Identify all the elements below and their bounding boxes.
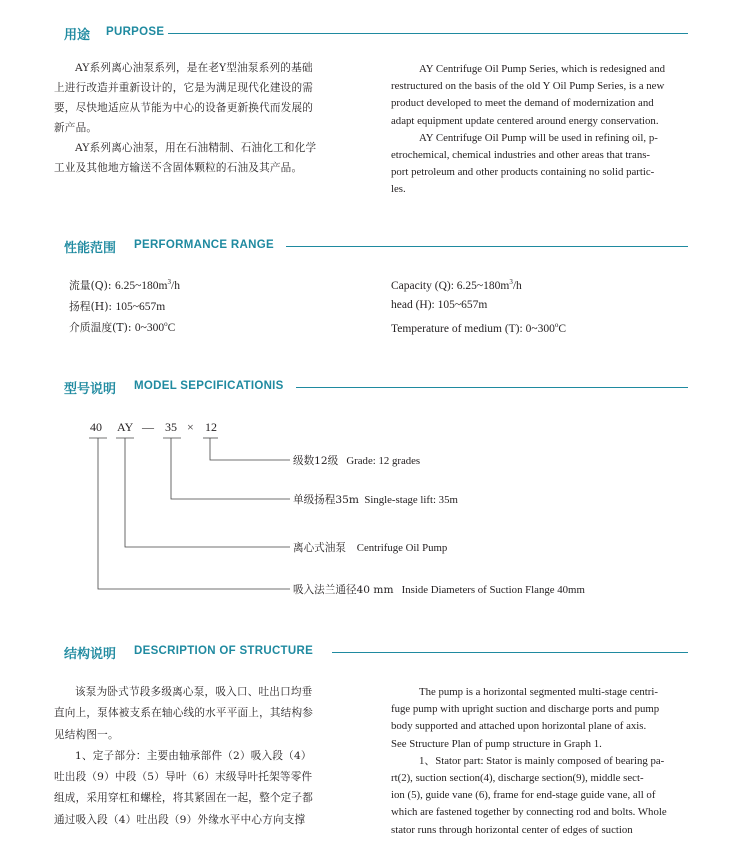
structure-en-line: body supported and attached upon horizontal plane of axis. (391, 720, 647, 733)
model-code-part: — (142, 420, 154, 434)
model-code-part: AY (117, 420, 134, 434)
performance-heading-en: PERFORMANCE RANGE (134, 239, 274, 251)
structure-en-paragraph (391, 684, 691, 839)
purpose-en-line: product developed to meet the demand of modernization and (391, 97, 654, 110)
structure-rule (332, 652, 688, 653)
model-label-flange: 吸入法兰通径40 mm Inside Diameters of Suction Flange 40mm (293, 584, 585, 596)
structure-en-line: stator runs through horizontal center of edges of suction (391, 823, 633, 836)
performance-zh-head: 扬程(H): 105~657m (69, 300, 166, 313)
structure-zh-line: 直向上，泵体被支系在轴心线的水平平面上，其结构参 (54, 707, 314, 720)
performance-en-capacity: Capacity (Q): $6.25\sim 180m^3/h$ (391, 278, 522, 292)
purpose-en-line: etrochemical, chemical industries and other areas that trans- (391, 149, 651, 162)
purpose-heading-en: PURPOSE (106, 26, 165, 38)
structure-en-line: 1、Stator part: Stator is mainly composed of bearing pa- (419, 754, 665, 767)
structure-zh-paragraph (54, 682, 354, 831)
performance-zh-capacity: 流量(Q): $6.25\sim 180m^3/h$ (69, 278, 180, 292)
performance-en-temperature: Temperature of medium (T): 0~300$^o$C (391, 321, 566, 335)
model-label-pump: 离心式油泵 Centrifuge Oil Pump (293, 542, 448, 554)
structure-zh-line: 组成，采用穿杠和螺栓，将其紧固在一起，整个定子都 (54, 792, 314, 805)
structure-en-line: See Structure Plan of pump structure in Graph 1. (391, 737, 602, 750)
model-code-part: 40 (90, 420, 102, 434)
purpose-zh-line: AY系列离心油泵系列，是在老Y型油泵系列的基础 (75, 62, 313, 74)
performance-zh-temperature: 介质温度(T): 0~300$^o$C (69, 320, 176, 334)
structure-zh-line: 1、定子部分：主要由轴承部件（2）吸入段（4） (75, 749, 312, 762)
model-code-part: 35 (165, 420, 177, 434)
model-heading-zh: 型号说明 (64, 382, 117, 397)
model-label-grade: 级数12级 Grade: 12 grades (293, 455, 421, 467)
purpose-en-line: AY Centrifuge Oil Pump Series, which is redesigned and (419, 63, 665, 75)
purpose-en-line: port petroleum and other products containing no solid partic- (391, 166, 655, 179)
structure-heading-zh: 结构说明 (64, 647, 117, 662)
model-label-lift: 单级扬程35m Single-stage lift: 35m (293, 494, 458, 506)
structure-zh-line: 通过吸入段（4）吐出段（9）外缘水平中心方向支撑 (54, 813, 306, 826)
model-code-part: × (187, 420, 194, 434)
purpose-en-line: restructured on the basis of the old Y Oil Pump Series, is a new (391, 80, 665, 93)
structure-en-line: rt(2), suction section(4), discharge section(9), middle sect- (391, 772, 644, 785)
model-heading-en: MODEL SEPCIFICATIONIS (134, 380, 284, 392)
purpose-en-line: les. (391, 183, 406, 196)
performance-heading-zh: 性能范围 (64, 241, 117, 256)
purpose-en-line: AY Centrifuge Oil Pump will be used in refining oil, p- (419, 131, 658, 144)
structure-zh-line: 吐出段（9）中段（5）导叶（6）末级导叶托架等零件 (54, 771, 313, 784)
structure-zh-line: 见结构图一。 (54, 728, 119, 741)
purpose-zh-line: 新产品。 (54, 122, 98, 134)
purpose-en-line: adapt equipment update centered around energy conservation. (391, 114, 659, 127)
purpose-zh-line: 工业及其他地方输送不含固体颗粒的石油及其产品。 (54, 162, 303, 174)
structure-zh-line: 该泵为卧式节段多级离心泵，吸入口、吐出口均垂 (75, 686, 313, 698)
section-header-structure (64, 643, 688, 663)
purpose-heading-zh: 用途 (64, 28, 91, 43)
model-code-part: 12 (205, 420, 217, 434)
purpose-zh-line: 要，尽快地适应从节能为中心的设备更新换代而发展的 (54, 102, 314, 114)
structure-en-line: The pump is a horizontal segmented multi-stage centri- (419, 686, 658, 698)
structure-en-line: fuge pump with upright suction and discharge ports and pump (391, 703, 660, 716)
purpose-zh-line: 上进行改造并重新设计的，它是为满足现代化建设的需 (54, 82, 314, 94)
structure-en-line: which are fastened together by connecting rod and bolts. Whole (391, 806, 667, 819)
structure-en-line: ion (5), guide vane (6), frame for end-stage guide vane, all of (391, 789, 656, 802)
purpose-zh-line: AY系列离心油泵，用在石油精制、石油化工和化学 (75, 142, 317, 154)
performance-en-head: head (H): 105~657m (391, 299, 488, 311)
structure-heading-en: DESCRIPTION OF STRUCTURE (134, 645, 314, 657)
